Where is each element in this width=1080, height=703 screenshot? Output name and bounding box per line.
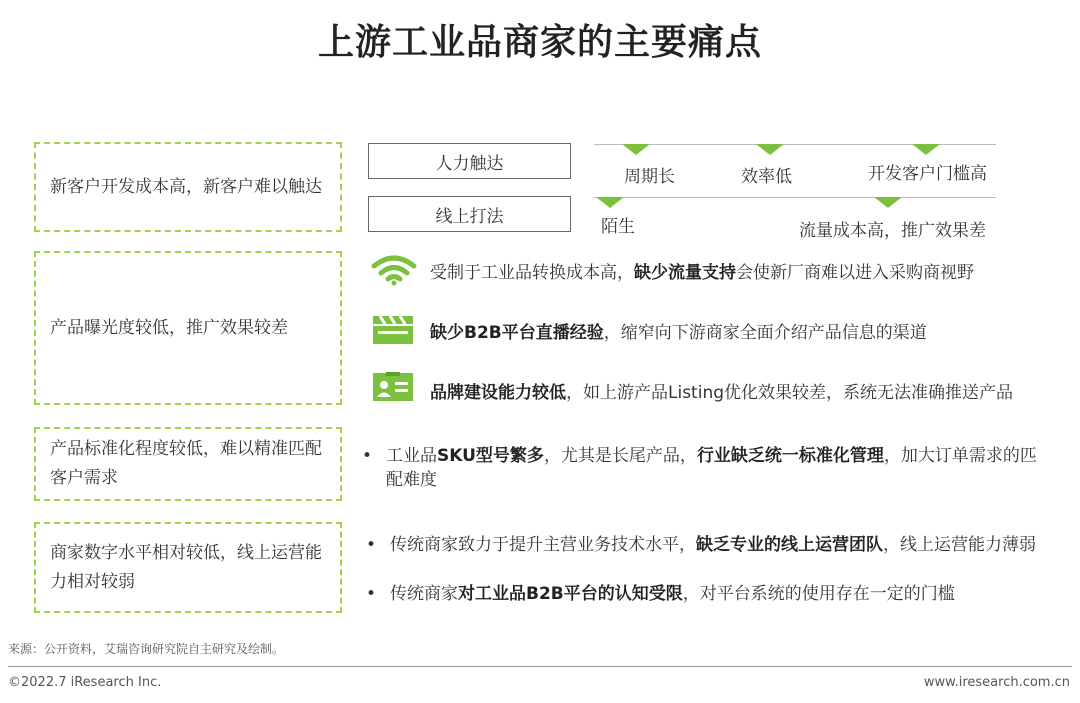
pain-point-acquisition-cost xyxy=(34,142,342,232)
bullet-text-part: 传统商家 xyxy=(390,584,458,604)
bullet-emphasis: 缺乏专业的线上运营团队 xyxy=(696,535,883,555)
bullet-text-part: ，对平台系统的使用存在一定的门槛 xyxy=(682,584,955,604)
online-issue-traffic-cost: 流量成本高，推广效果差 xyxy=(799,221,986,241)
triangle-marker-icon xyxy=(756,144,784,155)
bullet-text-part: ，线上运营能力薄弱 xyxy=(883,535,1036,555)
digital-bullet-platform xyxy=(366,582,1042,606)
footer-divider xyxy=(8,666,1072,667)
triangle-marker-icon xyxy=(596,197,624,208)
exposure-item-traffic xyxy=(430,258,974,283)
digital-bullet-team xyxy=(366,533,1042,557)
channel-offline-box xyxy=(368,143,571,179)
page-title: 上游工业品商家的主要痛点 xyxy=(317,22,762,63)
offline-issue-efficiency: 效率低 xyxy=(741,167,792,187)
id-card-icon xyxy=(372,372,414,402)
exposure-item-emphasis: 缺少B2B平台直播经验 xyxy=(430,323,604,343)
bullet-text-part: 传统商家致力于提升主营业务技术水平， xyxy=(390,535,696,555)
bullet-emphasis: 对工业品B2B平台的认知受限 xyxy=(458,584,683,604)
wifi-icon xyxy=(370,254,418,286)
bullet-text xyxy=(366,582,1042,606)
bullet-symbol: • xyxy=(362,446,373,466)
online-issue-track xyxy=(594,197,996,198)
exposure-item-text: 会使新厂商难以进入采购商视野 xyxy=(736,263,974,283)
offline-issue-cycle: 周期长 xyxy=(624,167,675,187)
triangle-marker-icon xyxy=(912,144,940,155)
online-issue-unfamiliar: 陌生 xyxy=(601,217,635,237)
exposure-item-emphasis: 品牌建设能力较低 xyxy=(430,383,566,403)
bullet-emphasis: 行业缺乏统一标准化管理 xyxy=(696,446,884,466)
pain-point-text: 产品曝光度较低，推广效果较差 xyxy=(50,317,288,338)
channel-online-label: 线上打法 xyxy=(435,206,504,227)
pain-point-exposure xyxy=(34,251,342,405)
triangle-marker-icon xyxy=(874,197,902,208)
pain-point-text: 新客户开发成本高，新客户难以触达 xyxy=(50,176,322,197)
bullet-symbol: • xyxy=(366,535,377,555)
bullet-text-part: 工业品 xyxy=(386,446,437,466)
triangle-marker-icon xyxy=(622,144,650,155)
bullet-text-part: ，尤其是长尾产品， xyxy=(543,446,697,466)
bullet-emphasis: SKU型号繁多 xyxy=(437,446,544,466)
standardization-bullet xyxy=(362,444,1042,492)
pain-point-text: 产品标准化程度较低，难以精准匹配客户需求 xyxy=(50,439,322,488)
offline-issue-threshold: 开发客户门槛高 xyxy=(868,164,987,184)
exposure-item-livestream xyxy=(430,318,927,343)
pain-point-text: 商家数字水平相对较低，线上运营能力相对较弱 xyxy=(50,542,322,592)
channel-offline-label: 人力触达 xyxy=(435,153,504,174)
clapperboard-icon xyxy=(372,313,414,345)
bullet-text xyxy=(366,533,1042,557)
exposure-item-text: ，如上游产品Listing优化效果较差，系统无法准确推送产品 xyxy=(566,383,1014,403)
bullet-text xyxy=(362,444,1042,492)
exposure-item-text: ，缩窄向下游商家全面介绍产品信息的渠道 xyxy=(603,323,927,343)
footer-website[interactable]: www.iresearch.com.cn xyxy=(923,675,1070,690)
exposure-item-text: 受制于工业品转换成本高， xyxy=(430,263,634,283)
exposure-item-branding xyxy=(430,378,1013,403)
pain-point-digital xyxy=(34,522,342,613)
bullet-symbol: • xyxy=(366,584,377,604)
bullet-text-part: ，加大订单需求的匹配难度 xyxy=(386,446,1037,490)
source-note: 来源：公开资料，艾瑞咨询研究院自主研究及绘制。 xyxy=(8,642,285,656)
footer-copyright: ©2022.7 iResearch Inc. xyxy=(8,675,162,690)
pain-point-standardization xyxy=(34,427,342,501)
exposure-item-emphasis: 缺少流量支持 xyxy=(634,263,736,283)
channel-online-box xyxy=(368,196,571,232)
